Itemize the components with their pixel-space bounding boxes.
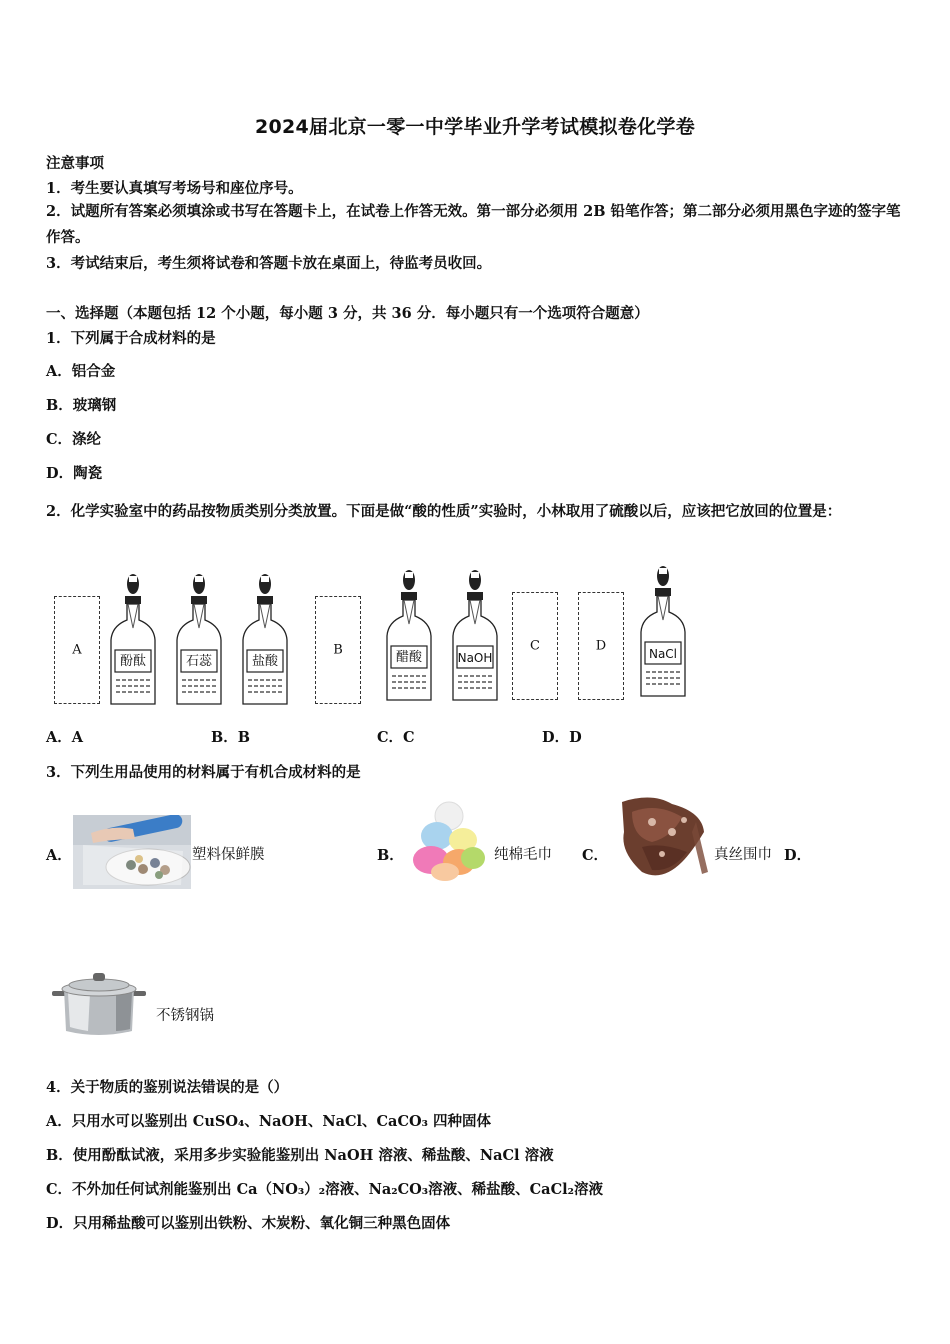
option-letter: D．	[784, 847, 812, 864]
option-caption: 塑料保鲜膜	[192, 847, 265, 863]
reagent-bottle	[240, 570, 290, 710]
option: D．陶瓷	[46, 465, 103, 482]
option: B．B	[211, 729, 251, 746]
shelf-position-box	[315, 596, 361, 704]
option: A．铝合金	[46, 363, 116, 380]
silk-scarf-image	[612, 792, 712, 884]
bottle-label: NaCl	[648, 647, 678, 661]
bottle-label: 醋酸	[395, 650, 422, 665]
question-stem: 3．下列生用品使用的材料属于有机合成材料的是	[46, 764, 361, 781]
option: D．D	[542, 729, 582, 746]
towel-icon	[405, 798, 491, 888]
reagent-bottle	[174, 570, 224, 710]
bottle-icon	[638, 562, 688, 702]
box-label: B	[333, 642, 343, 658]
bottle-label: 石蕊	[185, 654, 212, 669]
option-caption: 不锈钢锅	[156, 1008, 214, 1024]
bottle-icon	[108, 570, 158, 710]
bottle-icon	[240, 570, 290, 710]
page-title: 2024届北京一零一中学毕业升学考试模拟卷化学卷	[254, 116, 696, 138]
option: C．不外加任何试剂能鉴别出 Ca（NO₃）₂溶液、Na₂CO₃溶液、稀盐酸、CaCl₂溶液	[46, 1181, 603, 1198]
question-stem: 2．化学实验室中的药品按物质类别分类放置。下面是做“酸的性质”实验时，小林取用了硫酸以后，应该把它放回的位置是：	[46, 503, 842, 520]
option-caption: 纯棉毛巾	[494, 847, 552, 863]
bottle-label: 盐酸	[251, 654, 278, 669]
notice-item: 3．考试结束后，考生须将试卷和答题卡放在桌面上，待监考员收回。	[46, 255, 492, 272]
option: C．涤纶	[46, 431, 102, 448]
reagent-bottle	[450, 566, 500, 706]
shelf-position-box	[578, 592, 624, 700]
option-letter: A．	[46, 847, 72, 864]
towel-image	[405, 798, 491, 888]
option-letter: C．	[582, 847, 609, 864]
stainless-pot-image	[46, 965, 152, 1041]
box-label: D	[595, 638, 607, 654]
bottle-label: NaOH	[457, 651, 493, 665]
reagent-bottle	[108, 570, 158, 710]
scarf-icon	[612, 792, 712, 884]
question-stem: 1．下列属于合成材料的是	[46, 330, 216, 347]
shelf-position-box	[512, 592, 558, 700]
bottle-icon	[174, 570, 224, 710]
box-label: C	[530, 638, 540, 654]
notice-item: 1．考生要认真填写考场号和座位序号。	[46, 180, 303, 197]
notice-heading: 注意事项	[46, 155, 104, 172]
option: A．A	[46, 729, 84, 746]
reagent-bottle	[638, 562, 688, 702]
plastic-wrap-image	[73, 815, 191, 889]
option: B．使用酚酞试液，采用多步实验能鉴别出 NaOH 溶液、稀盐酸、NaCl 溶液	[46, 1147, 554, 1164]
option: D．只用稀盐酸可以鉴别出铁粉、木炭粉、氧化铜三种黑色固体	[46, 1215, 451, 1232]
notice-item: 2．试题所有答案必须填涂或书写在答题卡上，在试卷上作答无效。第一部分必须用 2B 铅笔作答；第二部分必须用黑色字迹的签字笔作答。	[46, 203, 901, 246]
option-letter: B．	[377, 847, 404, 864]
option-caption: 真丝围巾	[714, 847, 772, 863]
reagent-bottle	[384, 566, 434, 706]
box-label: A	[72, 642, 82, 658]
bottle-icon	[450, 566, 500, 706]
pot-icon	[46, 965, 152, 1041]
option: C．C	[377, 729, 415, 746]
shelf-position-box	[54, 596, 100, 704]
bottle-label: 酚酞	[119, 654, 146, 669]
option: B．玻璃钢	[46, 397, 117, 414]
option: A．只用水可以鉴别出 CuSO₄、NaOH、NaCl、CaCO₃ 四种固体	[46, 1113, 492, 1130]
question-stem: 4．关于物质的鉴别说法错误的是（）	[46, 1079, 289, 1096]
section-heading: 一、选择题（本题包括 12 个小题，每小题 3 分，共 36 分．每小题只有一个选项符合题意）	[46, 305, 649, 322]
bottle-icon	[384, 566, 434, 706]
plastic-wrap-icon	[73, 815, 191, 889]
